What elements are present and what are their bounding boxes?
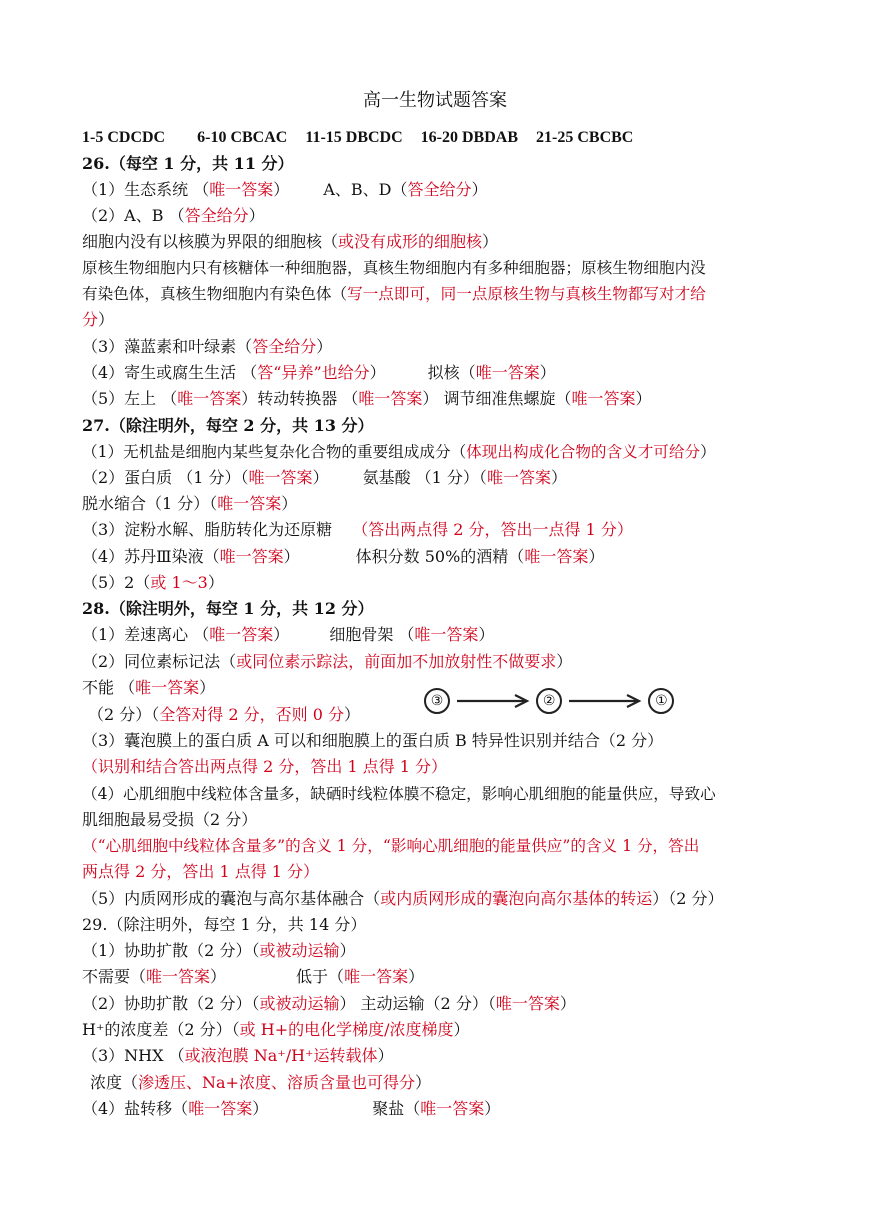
answer-text: ） — [248, 206, 265, 225]
answer-text: ） — [369, 363, 386, 382]
grading-note: 唯一答案 — [188, 1099, 253, 1118]
answer-text: （2）A、B （ — [82, 206, 185, 225]
q28-answer-9 — [82, 836, 699, 856]
arrow-right-icon — [567, 694, 643, 708]
answer-text: ）转动转换器 （ — [241, 389, 359, 408]
answer-text: ） — [344, 705, 361, 724]
answer-text: （3）囊泡膜上的蛋白质 A 可以和细胞膜上的蛋白质 B 特异性识别并结合（2 分） — [82, 731, 664, 750]
q29-answer-2 — [82, 967, 424, 987]
mc-group: 1-5 CDCDC — [82, 129, 166, 146]
q28-answer-4 — [88, 705, 360, 725]
grading-note: 唯一答案 — [358, 389, 423, 408]
answer-text: 拟核（ — [427, 363, 476, 382]
grading-note: 或 H+的电化学梯度/浓度梯度 — [239, 1020, 454, 1039]
grading-note: 唯一答案 — [414, 625, 479, 644]
grading-note: 分 — [82, 310, 99, 329]
answer-text: ） — [484, 1099, 501, 1118]
q28-answer-1 — [82, 625, 494, 645]
answer-text: ） — [312, 468, 329, 487]
grading-note: 或内质网形成的囊泡向高尔基体的转运 — [380, 889, 653, 908]
grading-note: 唯一答案 — [248, 468, 313, 487]
answer-text: ） — [478, 625, 495, 644]
answer-text: ）（2 分） — [652, 889, 724, 908]
answer-text: 不需要（ — [82, 967, 147, 986]
organelle-flow-diagram — [424, 688, 674, 716]
grading-note: 或被动运输 — [259, 941, 340, 960]
grading-note: 答全给分 — [407, 180, 472, 199]
q28-answer-10 — [82, 862, 319, 882]
answer-text: ） — [339, 941, 356, 960]
step-1-circle: ① — [648, 688, 674, 714]
q26-answer-5 — [82, 284, 706, 304]
grading-note: 或被动运输 — [259, 994, 340, 1013]
grading-note: 唯一答案 — [217, 494, 282, 513]
answer-text: （2）同位素标记法（ — [82, 652, 237, 671]
answer-text: （1）无机盐是细胞内某些复杂化合物的重要组成成分（ — [82, 443, 467, 461]
mc-group: 6-10 CBCAC — [197, 129, 288, 146]
q26-answer-3 — [82, 232, 498, 252]
q28-answer-5 — [82, 731, 663, 751]
answer-text: （4）心肌细胞中线粒体含量多，缺硒时线粒体膜不稳定，影响心肌细胞的能量供应，导致心 — [82, 785, 716, 803]
answer-text: ） 调节细准焦螺旋（ — [422, 389, 572, 408]
answer-text: （3）NHX （ — [82, 1046, 185, 1065]
grading-note: 唯一答案 — [219, 547, 284, 566]
q26-answer-6 — [82, 310, 114, 330]
mc-group: 11-15 DBCDC — [305, 129, 403, 146]
answer-text: ） — [700, 443, 716, 461]
mc-group: 16-20 DBDAB — [420, 129, 519, 146]
q26-answer-1 — [82, 180, 488, 200]
answer-text: 肌细胞最易受损（2 分） — [82, 810, 258, 829]
mc-group: 21-25 CBCBC — [536, 129, 634, 146]
q29-answer-7 — [82, 1099, 500, 1119]
q28-answer-11 — [82, 889, 723, 909]
page-title: 高一生物试题答案 — [363, 90, 507, 111]
q27-answer-2 — [82, 468, 567, 488]
answer-text: 28.（除注明外，每空 1 分，共 12 分） — [82, 599, 374, 618]
answer-text: 浓度（ — [90, 1073, 139, 1092]
answer-text: ） — [559, 994, 576, 1013]
q29-answer-4 — [82, 1020, 470, 1040]
answer-text: ） — [207, 573, 224, 592]
answer-text: ） 主动运输（2 分）（ — [339, 994, 496, 1013]
q26-answer-2 — [82, 206, 265, 226]
answer-text: ） — [252, 1099, 269, 1118]
answer-text: （2）蛋白质 （1 分）（ — [82, 468, 249, 487]
answer-text: 27.（除注明外，每空 2 分，共 13 分） — [82, 416, 374, 435]
answer-text: ） — [273, 180, 290, 199]
grading-note: 体现出构成化合物的含义才可给分 — [466, 443, 701, 461]
arrow-right-icon — [455, 694, 531, 708]
answer-text: ） — [550, 468, 567, 487]
answer-text: 脱水缩合（1 分）（ — [82, 494, 218, 513]
q28-answer-6 — [82, 757, 447, 777]
answer-text: （4）寄生或腐生生活 （ — [82, 363, 258, 382]
answer-text: （1）协助扩散（2 分）（ — [82, 941, 260, 960]
answer-text: 有染色体，真核生物细胞内有染色体（ — [82, 285, 348, 303]
answer-text: ） — [453, 1020, 470, 1039]
q27-answer-3 — [82, 494, 297, 514]
q26-answer-4 — [82, 258, 706, 278]
q26-answer-8 — [82, 363, 556, 383]
answer-text: 29.（除注明外，每空 1 分，共 14 分） — [82, 915, 367, 934]
answer-text: 聚盐（ — [372, 1099, 421, 1118]
answer-text: ） — [482, 232, 499, 251]
answer-text: （5）2（ — [82, 573, 151, 592]
answer-text: ） — [273, 625, 290, 644]
q29-answer-3 — [82, 994, 576, 1014]
grading-note: 唯一答案 — [135, 678, 200, 697]
answer-text: 低于（ — [296, 967, 345, 986]
grading-note: 唯一答案 — [344, 967, 409, 986]
answer-text: ） — [210, 967, 227, 986]
answer-text: 体积分数 50%的酒精（ — [355, 547, 525, 566]
answer-text: ） — [556, 652, 573, 671]
answer-text: ） — [408, 967, 425, 986]
grading-note: 唯一答案 — [524, 547, 589, 566]
answer-text: （1）差速离心 （ — [82, 625, 210, 644]
answer-text: ） — [281, 494, 298, 513]
grading-note: 唯一答案 — [420, 1099, 485, 1118]
grading-note: 答全给分 — [184, 206, 249, 225]
q28-answer-8 — [82, 810, 257, 830]
q27-answer-1 — [82, 442, 716, 462]
q27-heading — [82, 416, 374, 436]
mc-answers — [82, 128, 633, 148]
answer-text: （5）左上 （ — [82, 389, 178, 408]
answer-text: 不能 （ — [82, 678, 136, 697]
grading-note: 唯一答案 — [209, 625, 274, 644]
answer-text: （3）藻蓝素和叶绿素（ — [82, 337, 253, 356]
q26-answer-7 — [82, 337, 332, 357]
grading-note: 唯一答案 — [486, 468, 551, 487]
grading-note: 唯一答案 — [146, 967, 211, 986]
grading-note: 唯一答案 — [475, 363, 540, 382]
q28-answer-7 — [82, 784, 716, 804]
grading-note: 唯一答案 — [177, 389, 242, 408]
answer-text: 原核生物细胞内只有核糖体一种细胞器，真核生物细胞内有多种细胞器；原核生物细胞内没 — [82, 259, 706, 277]
answer-text: A、B、D（ — [323, 180, 408, 199]
q28-answer-3 — [82, 678, 215, 698]
q28-heading — [82, 599, 374, 619]
grading-note: 写一点即可，同一点原核生物与真核生物都写对才给 — [347, 285, 706, 303]
answer-text: ） — [414, 1073, 431, 1092]
answer-text: 细胞骨架 （ — [329, 625, 415, 644]
answer-text: ） — [635, 389, 652, 408]
q26-answer-9 — [82, 389, 652, 409]
answer-text: 26.（每空 1 分，共 11 分） — [82, 154, 294, 173]
answer-text: （2）协助扩散（2 分）（ — [82, 994, 260, 1013]
answer-text: （1）生态系统 （ — [82, 180, 210, 199]
grading-note: 两点得 2 分，答出 1 点得 1 分） — [82, 862, 320, 881]
answer-text: H⁺的浓度差（2 分）（ — [82, 1020, 240, 1039]
answer-text: （4）盐转移（ — [82, 1099, 189, 1118]
step-3-circle: ③ — [424, 688, 450, 714]
grading-note: 或液泡膜 Na⁺/H⁺运转载体 — [184, 1046, 378, 1065]
q29-heading — [82, 915, 366, 935]
answer-text: ） — [316, 337, 333, 356]
grading-note: 唯一答案 — [209, 180, 274, 199]
answer-text: （5）内质网形成的囊泡与高尔基体融合（ — [82, 889, 381, 908]
q27-answer-6 — [82, 573, 224, 593]
answer-text: （3）淀粉水解、脂肪转化为还原糖 — [82, 520, 333, 539]
q28-answer-2 — [82, 652, 572, 672]
answer-text: ） — [283, 547, 300, 566]
grading-note: 全答对得 2 分，否则 0 分 — [159, 705, 344, 724]
grading-note: 渗透压、Na+浓度、溶质含量也可得分 — [138, 1073, 415, 1092]
grading-note: （“心肌细胞中线粒体含量多”的含义 1 分，“影响心肌细胞的能量供应”的含义 1 分，答出 — [82, 837, 700, 855]
q27-answer-4 — [82, 520, 633, 540]
answer-text: ） — [98, 310, 115, 329]
q26-heading — [82, 154, 294, 174]
grading-note: 或没有成形的细胞核 — [338, 232, 483, 251]
answer-text: 氨基酸 （1 分）（ — [362, 468, 487, 487]
step-2-circle: ② — [536, 688, 562, 714]
grading-note: （答出两点得 2 分，答出一点得 1 分） — [352, 520, 633, 539]
answer-text: ） — [539, 363, 556, 382]
answer-text: ） — [377, 1046, 394, 1065]
grading-note: 唯一答案 — [571, 389, 636, 408]
grading-note: 唯一答案 — [495, 994, 560, 1013]
answer-text: ） — [199, 678, 216, 697]
grading-note: 或同位素示踪法，前面加不加放射性不做要求 — [236, 652, 557, 671]
answer-text: （4）苏丹Ⅲ染液（ — [82, 547, 220, 566]
grading-note: 或 1～3 — [150, 573, 208, 592]
answer-text: ） — [588, 547, 605, 566]
q29-answer-1 — [82, 941, 355, 961]
answer-text: ） — [471, 180, 488, 199]
q29-answer-6 — [90, 1073, 431, 1093]
grading-note: 答“异养”也给分 — [257, 363, 370, 382]
answer-text: 细胞内没有以核膜为界限的细胞核（ — [82, 232, 339, 251]
grading-note: （识别和结合答出两点得 2 分，答出 1 点得 1 分） — [82, 757, 448, 776]
answer-text: （2 分）（ — [88, 705, 160, 724]
grading-note: 答全给分 — [252, 337, 317, 356]
q27-answer-5 — [82, 547, 604, 567]
q29-answer-5 — [82, 1046, 394, 1066]
